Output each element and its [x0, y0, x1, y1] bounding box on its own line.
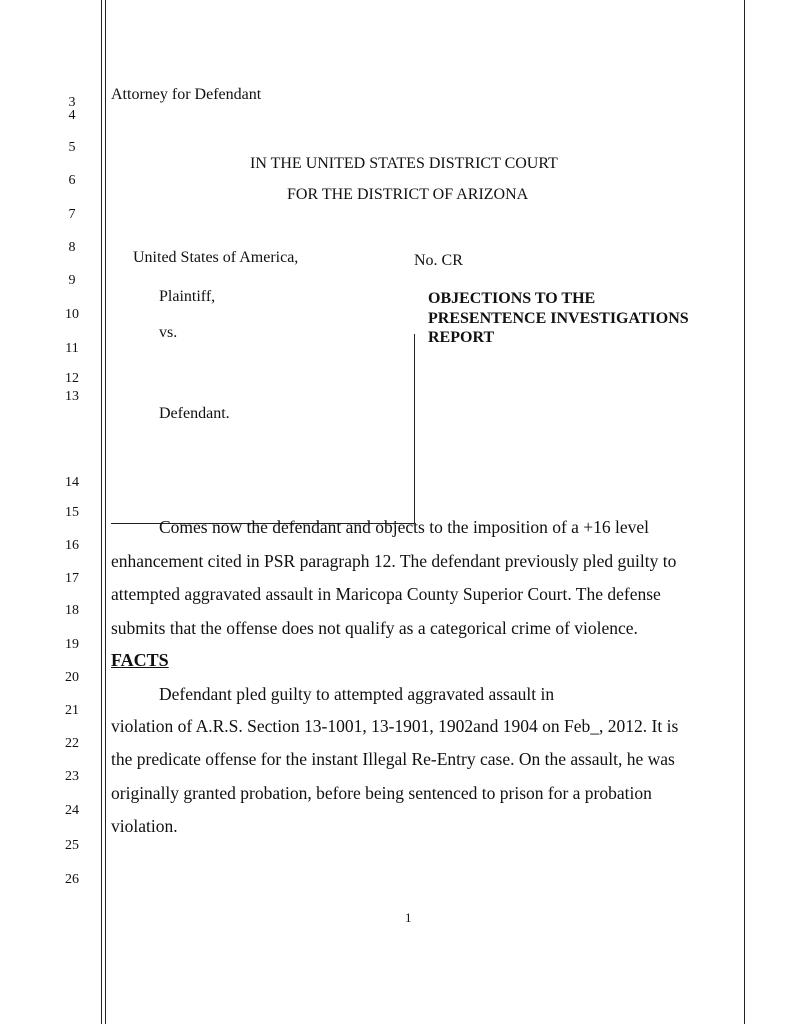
line-number: 18: [65, 603, 79, 618]
line-number: 20: [65, 670, 79, 685]
caption-divider-vertical: [414, 334, 415, 524]
line-number: 5: [68, 140, 76, 155]
plaintiff-role: Plaintiff,: [159, 288, 216, 305]
line-number: 21: [65, 703, 79, 718]
line-number: 23: [65, 769, 79, 784]
line-number: 15: [65, 505, 79, 520]
left-margin-rule-outer: [101, 0, 102, 1024]
line-number: 25: [65, 838, 79, 853]
document-title-line: PRESENTENCE INVESTIGATIONS: [428, 310, 689, 327]
line-number: 13: [65, 389, 79, 404]
line-number: 17: [65, 571, 79, 586]
line-number: 11: [65, 341, 79, 356]
attorney-label: Attorney for Defendant: [111, 86, 262, 103]
court-name: IN THE UNITED STATES DISTRICT COURT: [250, 155, 558, 172]
versus-label: vs.: [159, 324, 178, 341]
body-line: enhancement cited in PSR paragraph 12. The defendant previously pled guilty to: [111, 551, 677, 571]
line-number: 4: [68, 108, 76, 123]
line-number: 3: [68, 95, 76, 110]
line-number: 24: [65, 803, 79, 818]
line-number: 22: [65, 736, 79, 751]
line-number: 16: [65, 538, 79, 553]
body-line: violation of A.R.S. Section 13-1001, 13-1901, 1902and 1904 on Feb_, 2012. It is: [111, 716, 679, 736]
page-number: 1: [405, 910, 412, 925]
line-number: 14: [65, 475, 79, 490]
line-number: 7: [68, 207, 76, 222]
body-line: submits that the offense does not qualify as a categorical crime of violence.: [111, 618, 638, 638]
line-number: 12: [65, 371, 79, 386]
body-line: originally granted probation, before being sentenced to prison for a probation: [111, 783, 652, 803]
body-line: attempted aggravated assault in Maricopa County Superior Court. The defense: [111, 584, 661, 604]
body-line: violation.: [111, 816, 178, 836]
line-number: 10: [65, 307, 79, 322]
body-line: Defendant pled guilty to attempted aggravated assault in: [159, 684, 555, 704]
case-number: No. CR: [414, 252, 463, 269]
defendant-role: Defendant.: [159, 405, 230, 422]
line-number: 26: [65, 872, 79, 887]
body-line: the predicate offense for the instant Illegal Re-Entry case. On the assault, he was: [111, 749, 675, 769]
right-margin-rule: [744, 0, 745, 1024]
body-line: Comes now the defendant and objects to the imposition of a +16 level: [159, 517, 650, 537]
document-title-line: REPORT: [428, 329, 495, 346]
facts-heading: FACTS: [111, 650, 169, 670]
line-number: 19: [65, 637, 79, 652]
line-number: 9: [68, 273, 76, 288]
line-number: 8: [68, 240, 76, 255]
line-number: 6: [68, 173, 76, 188]
left-margin-rule-inner: [105, 0, 106, 1024]
document-title-line: OBJECTIONS TO THE: [428, 290, 596, 307]
plaintiff-party: United States of America,: [133, 249, 299, 266]
court-district: FOR THE DISTRICT OF ARIZONA: [287, 186, 529, 203]
